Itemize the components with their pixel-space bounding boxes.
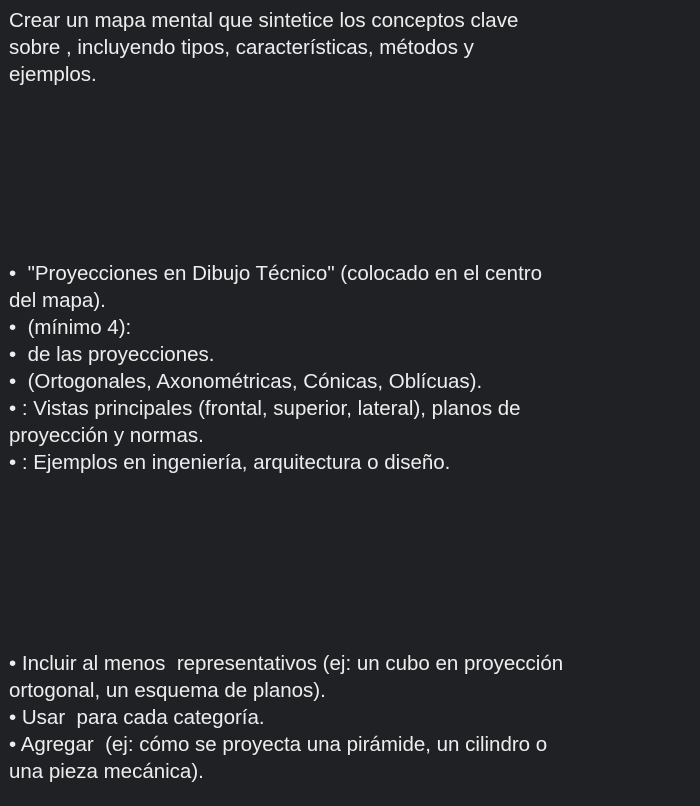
list-item: • : Ejemplos en ingeniería, arquitectura o diseño.: [9, 451, 451, 474]
list-item: • : Vistas principales (frontal, superior, lateral), planos de: [9, 397, 521, 420]
list-item-continuation: una pieza mecánica).: [9, 760, 204, 783]
list-item: • Agregar (ej: cómo se proyecta una pirámide, un cilindro o: [9, 733, 548, 756]
list-item-continuation: ortogonal, un esquema de planos).: [9, 679, 326, 702]
list-item: • Usar para cada categoría.: [9, 706, 265, 729]
instructions-list: [9, 650, 689, 785]
intro-paragraph: [9, 7, 689, 88]
list-item: • "Proyecciones en Dibujo Técnico" (colocado en el centro: [9, 262, 542, 285]
list-item: • de las proyecciones.: [9, 343, 215, 366]
intro-line: ejemplos.: [9, 63, 97, 86]
list-item: • (mínimo 4):: [9, 316, 132, 339]
list-item: • Incluir al menos representativos (ej: un cubo en proyección: [9, 652, 564, 675]
list-item-continuation: proyección y normas.: [9, 424, 204, 447]
requirements-list: [9, 260, 689, 476]
intro-line: sobre , incluyendo tipos, características, métodos y: [9, 36, 474, 59]
list-item: • (Ortogonales, Axonométricas, Cónicas, Oblícuas).: [9, 370, 483, 393]
intro-line: Crear un mapa mental que sintetice los conceptos clave: [9, 9, 519, 32]
list-item-continuation: del mapa).: [9, 289, 106, 312]
